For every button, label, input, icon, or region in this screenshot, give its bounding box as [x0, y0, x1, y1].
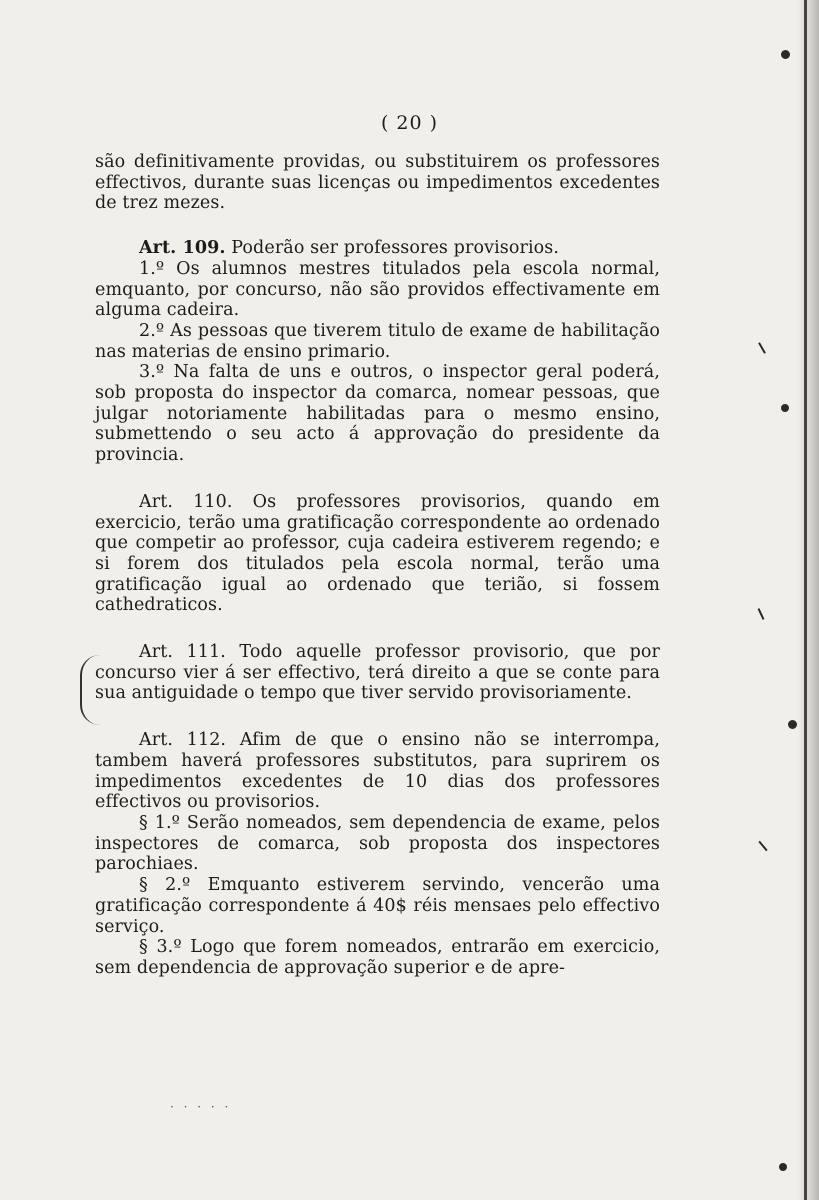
article-109-item-1: 1.º Os alumnos mestres titulados pela escola normal, emquanto, por concurso, não são providos effectivamente em alguma cadeira. [95, 258, 660, 321]
paragraph-continuation: são definitivamente providas, ou substituirem os professores effectivos, durante suas licenças ou impedimentos excedentes de trez mezes. [95, 152, 660, 214]
ink-speck [781, 404, 789, 412]
page-edge-line [804, 0, 807, 1200]
ink-speck [779, 1163, 787, 1171]
article-112: Art. 112. Afim de que o ensino não se interrompa, tambem haverá professores substitutos, para suprirem os impedimentos excedentes de 10 dias dos professores effectivos ou provisorios. [95, 730, 660, 813]
ink-speck [781, 50, 790, 59]
article-112-paragraph-1: § 1.º Serão nomeados, sem dependencia de exame, pelos inspectores de comarca, sob proposta dos inspectores parochiaes. [95, 812, 660, 875]
article-109-item-3: 3.º Na falta de uns e outros, o inspector geral poderá, sob proposta do inspector da comarca, nomear pessoas, que julgar notoriamente habilitadas para o mesmo ensino, submettendo o seu acto á approvação do presidente da provincia. [95, 362, 660, 466]
article-109: Art. 109. Poderão ser professores provisorios. [139, 238, 560, 259]
page-number: ( 20 ) [380, 112, 439, 134]
pencil-tick [758, 342, 766, 353]
article-112-paragraph-2: § 2.º Emquanto estiverem servindo, vencerão uma gratificação correspondente á 40$ réis mensaes pelo effectivo serviço. [95, 875, 660, 937]
article-112-paragraph-3: § 3.º Logo que forem nomeados, entrarão em exercicio, sem dependencia de approvação superior e de apre- [95, 937, 660, 978]
pencil-tick [758, 608, 765, 620]
article-111: Art. 111. Todo aquelle professor provisorio, que por concurso vier á ser effectivo, terá direito a que se conte para sua antiguidade o tempo que tiver servido provisoriamente. [95, 642, 660, 704]
pencil-tick [758, 841, 767, 851]
article-110: Art. 110. Os professores provisorios, quando em exercicio, terão uma gratificação correspondente ao ordenado que competir ao professor, cuja cadeira estiverem regendo; e si forem dos titulados pela escola normal, terão uma gratificação igual ao ordenado que terião, si fossem cathedraticos. [95, 491, 661, 616]
body-text [95, 152, 660, 979]
article-109-item-2: 2.º As pessoas que tiverem titulo de exame de habilitação nas materias de ensino primario. [95, 320, 660, 362]
ink-dots: · · · · · [170, 1100, 232, 1114]
page-edge-shadow [797, 0, 819, 1200]
ink-speck [788, 720, 797, 729]
